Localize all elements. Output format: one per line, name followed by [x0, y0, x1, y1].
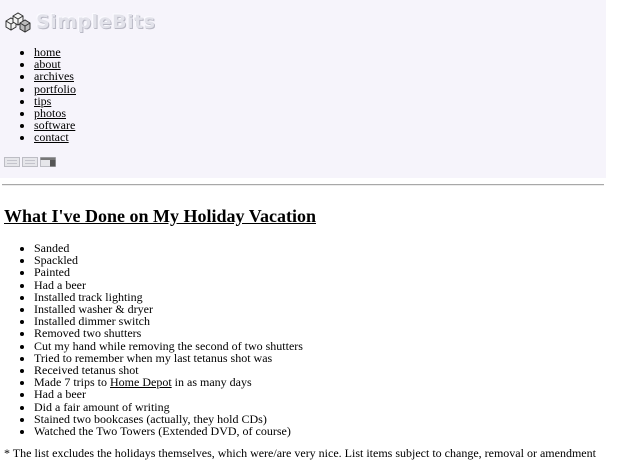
list-item: • Tried to remember when my last tetanus shot was [34, 352, 303, 364]
list-item: • Sanded [34, 242, 303, 254]
list-item: • Cut my hand while removing the second of two shutters [34, 340, 303, 352]
nav-link-about[interactable]: about [34, 57, 61, 72]
list-item: • Removed two shutters [34, 327, 303, 339]
cubes-logo-icon [4, 11, 34, 33]
nav-link-contact[interactable]: contact [34, 130, 69, 145]
nav-link-tips[interactable]: tips [34, 93, 52, 108]
nav-link-archives[interactable]: archives [34, 69, 74, 84]
list-item: • Received tetanus shot [34, 364, 303, 376]
list-item: • Painted [34, 266, 303, 278]
list-item: • Stained two bookcases (actually, they hold CDs) [34, 413, 303, 425]
stylesheet-2-icon[interactable] [22, 156, 38, 171]
list-item: • Did a fair amount of writing [34, 401, 303, 413]
list-item: • Had a beer [34, 279, 303, 291]
post-footnote: * The list excludes the holidays themselves, which were/are very nice. List items subject to change, removal or amendment [4, 446, 596, 460]
nav-item-contact [34, 131, 76, 143]
post-list [22, 242, 303, 437]
divider [2, 184, 604, 186]
home-depot-link[interactable]: Home Depot [110, 375, 172, 390]
nav-link-photos[interactable]: photos [34, 106, 67, 121]
site-name: SimpleBits [36, 11, 156, 33]
list-item: • Installed washer & dryer [34, 303, 303, 315]
list-item-text: Made 7 trips to [34, 375, 110, 390]
main-nav [22, 46, 76, 144]
nav-link-home[interactable]: home [34, 45, 61, 59]
list-item: • Watched the Two Towers (Extended DVD, of course) [34, 425, 303, 437]
list-item: • Had a beer [34, 388, 303, 400]
stylesheet-1-icon[interactable] [4, 156, 20, 171]
site-header [0, 0, 606, 178]
list-item: • Installed dimmer switch [34, 315, 303, 327]
list-item-text: in as many days [171, 375, 252, 390]
list-item: • Spackled [34, 254, 303, 266]
site-logo[interactable] [4, 8, 155, 36]
list-item: • Installed track lighting [34, 291, 303, 303]
post-title[interactable]: What I've Done on My Holiday Vacation [4, 206, 317, 226]
style-switcher [4, 156, 56, 171]
nav-link-software[interactable]: software [34, 118, 76, 133]
stylesheet-3-icon[interactable] [40, 156, 56, 171]
nav-link-portfolio[interactable]: portfolio [34, 81, 76, 96]
